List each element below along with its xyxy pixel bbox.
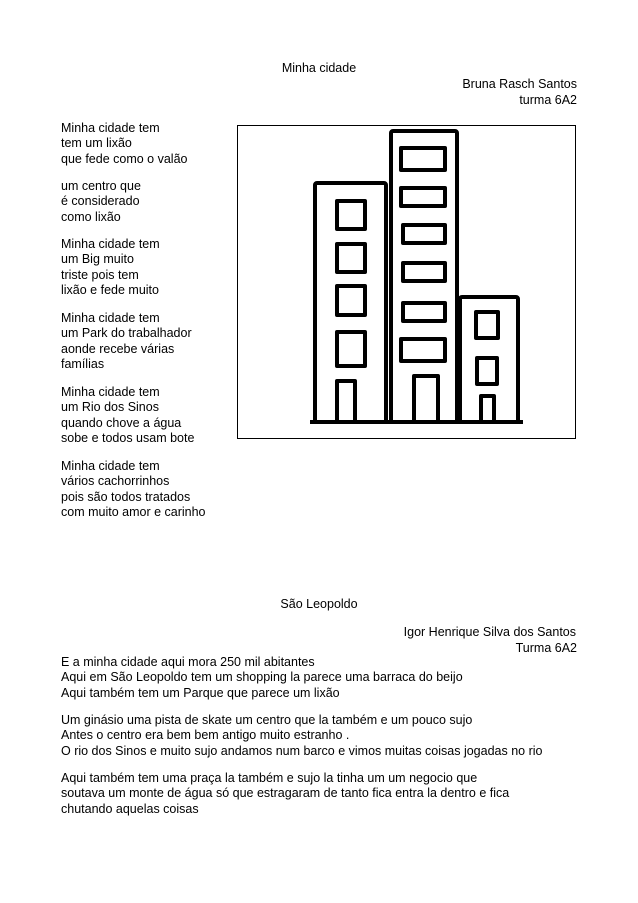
text-line: E a minha cidade aqui mora 250 mil abitantes [61, 655, 315, 669]
poem1-stanza [61, 311, 192, 373]
window [476, 312, 498, 338]
poem2-title: São Leopoldo [280, 597, 358, 611]
poem2-class: Turma 6A2 [515, 641, 577, 655]
poem1-author: Bruna Rasch Santos [462, 77, 577, 91]
window [337, 286, 365, 315]
window [403, 263, 445, 281]
window [337, 201, 365, 229]
verse-line: sobe e todos usam bote [61, 431, 195, 446]
window [477, 358, 497, 384]
window [337, 332, 365, 366]
poem1-class: turma 6A2 [519, 93, 577, 107]
middle-building [391, 131, 457, 422]
verse-line: vários cachorrinhos [61, 474, 170, 489]
text-line: Um ginásio uma pista de skate um centro que la também e um pouco sujo [61, 713, 473, 727]
verse-line: famílias [61, 357, 105, 372]
verse-line: um centro que [61, 179, 141, 193]
text-line: Aqui em São Leopoldo tem um shopping la parece uma barraca do beijo [61, 670, 463, 685]
verse-line: aonde recebe várias [61, 341, 175, 356]
left-building [315, 183, 386, 422]
verse-line: tem um lixão [61, 136, 132, 151]
verse-line: é considerado [61, 194, 140, 209]
poem1-stanza [61, 179, 141, 225]
door [337, 381, 355, 422]
verse-line: Minha cidade tem [61, 237, 160, 251]
poem1-title: Minha cidade [281, 61, 357, 75]
door [481, 396, 494, 422]
poem2-paragraph [61, 713, 542, 759]
verse-line: Minha cidade tem [61, 385, 160, 399]
verse-line: lixão e fede muito [61, 283, 159, 298]
poem1-stanza [61, 121, 187, 167]
verse-line: um Park do trabalhador [61, 326, 192, 341]
text-line: chutando aquelas coisas [61, 801, 199, 816]
poem2-paragraph [61, 771, 509, 817]
window [337, 244, 365, 272]
poem1-stanza [61, 459, 206, 521]
window [403, 303, 445, 321]
poem1-stanza [61, 237, 160, 299]
text-line: soutava um monte de água só que estragaram de tanto fica entra la dentro e fica [61, 786, 510, 801]
verse-line: um Rio dos Sinos [61, 400, 159, 415]
buildings-drawing-icon [238, 126, 575, 438]
verse-line: com muito amor e carinho [61, 505, 206, 520]
door [414, 376, 438, 422]
verse-line: Minha cidade tem [61, 459, 160, 473]
text-line: O rio dos Sinos e muito sujo andamos num barco e vimos muitas coisas jogadas no rio [61, 743, 543, 758]
poem2-author: Igor Henrique Silva dos Santos [403, 625, 576, 639]
verse-line: que fede como o valão [61, 151, 188, 166]
verse-line: pois são todos tratados [61, 489, 191, 504]
window [403, 225, 445, 243]
verse-line: um Big muito [61, 252, 134, 267]
window [401, 339, 445, 361]
poem2-paragraph [61, 655, 463, 701]
window [401, 148, 445, 170]
poem1-stanza [61, 385, 194, 447]
text-line: Antes o centro era bem bem antigo muito estranho . [61, 728, 350, 743]
verse-line: Minha cidade tem [61, 311, 160, 325]
buildings-drawing [237, 125, 576, 439]
verse-line: Minha cidade tem [61, 121, 160, 135]
verse-line: triste pois tem [61, 267, 139, 282]
verse-line: quando chove a água [61, 415, 182, 430]
text-line: Aqui também tem um Parque que parece um lixão [61, 685, 340, 700]
verse-line: como lixão [61, 209, 121, 224]
text-line: Aqui também tem uma praça la também e sujo la tinha um um negocio que [61, 771, 478, 785]
window [401, 188, 445, 206]
